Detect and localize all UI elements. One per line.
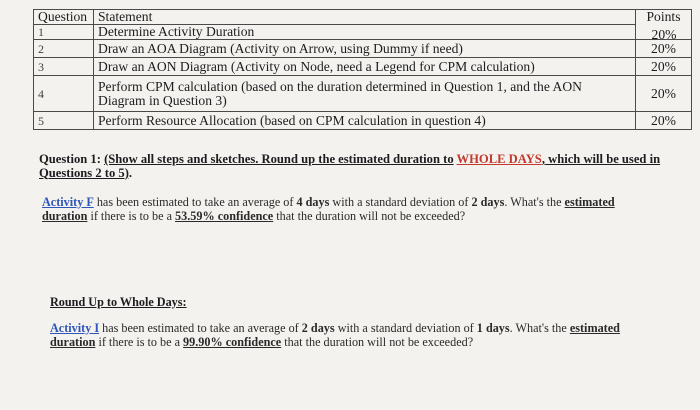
activity-f-text-4: if there is to be a bbox=[87, 208, 176, 223]
activity-f-name: Activity F bbox=[42, 195, 94, 209]
row-number: 4 bbox=[34, 76, 94, 112]
row-points: 20% bbox=[636, 76, 692, 112]
row-statement: Perform CPM calculation (based on the duration determined in Question 1, and the AON Diagram in Question 3) bbox=[94, 76, 636, 112]
activity-i-name: Activity I bbox=[50, 321, 100, 335]
row-number: 5 bbox=[34, 112, 94, 130]
assignment-table bbox=[33, 9, 692, 130]
activity-i-average: 2 days bbox=[301, 321, 335, 335]
activity-f-text-1: has been estimated to take an average of bbox=[93, 195, 297, 209]
activity-f-estimated-duration: estimated duration bbox=[42, 195, 615, 223]
round-up-heading: Round Up to Whole Days: bbox=[50, 295, 187, 309]
activity-i-text-3: . What's the bbox=[509, 321, 570, 335]
row-number: 2 bbox=[34, 40, 94, 58]
row-number: 1 bbox=[34, 25, 94, 40]
table-row bbox=[34, 25, 692, 40]
row-statement: Draw an AOA Diagram (Activity on Arrow, using Dummy if need) bbox=[94, 40, 636, 58]
header-statement: Statement bbox=[94, 10, 636, 25]
row-points: 20% bbox=[636, 40, 692, 58]
whole-days-emphasis: WHOLE DAYS bbox=[456, 152, 542, 166]
activity-i-confidence: 99.90% confidence bbox=[183, 334, 282, 349]
row-statement: Perform Resource Allocation (based on CPM calculation in question 4) bbox=[94, 112, 636, 130]
activity-f-text-5: that the duration will not be exceeded? bbox=[273, 208, 466, 223]
table-row bbox=[34, 112, 692, 130]
row-statement: Draw an AON Diagram (Activity on Node, need a Legend for CPM calculation) bbox=[94, 58, 636, 76]
activity-i-std-dev: 1 days bbox=[476, 321, 510, 335]
activity-f-confidence: 53.59% confidence bbox=[175, 208, 274, 223]
activity-i-estimated-duration: estimated duration bbox=[50, 321, 620, 349]
activity-i-text-1: has been estimated to take an average of bbox=[99, 321, 302, 335]
question-1-instruction-a: (Show all steps and sketches. Round up the estimated duration to bbox=[104, 152, 454, 166]
activity-f-average: 4 days bbox=[296, 195, 330, 209]
table-row bbox=[34, 40, 692, 58]
table-header-row bbox=[34, 10, 692, 25]
table-row bbox=[34, 76, 692, 112]
header-question: Question bbox=[34, 10, 94, 25]
question-1-heading bbox=[39, 153, 689, 180]
row-points: 20% bbox=[636, 112, 692, 130]
row-points: 20% bbox=[636, 58, 692, 76]
activity-f-question bbox=[42, 196, 642, 223]
table-row bbox=[34, 58, 692, 76]
question-1-instruction-b: , which will be used in Questions 2 to 5) bbox=[39, 152, 661, 180]
activity-f-text-3: . What's the bbox=[504, 195, 565, 209]
activity-f-std-dev: 2 days bbox=[471, 195, 505, 209]
question-1-period: . bbox=[128, 165, 133, 180]
activity-i-question bbox=[50, 322, 650, 349]
row-number: 3 bbox=[34, 58, 94, 76]
question-1-label: Question 1: bbox=[39, 152, 101, 166]
row-statement: Determine Activity Duration bbox=[94, 25, 636, 40]
row-points-1: 20% bbox=[651, 27, 677, 42]
header-points: Points bbox=[636, 10, 692, 40]
activity-i-text-2: with a standard deviation of bbox=[334, 321, 477, 335]
activity-i-text-4: if there is to be a bbox=[95, 334, 184, 349]
activity-i-text-5: that the duration will not be exceeded? bbox=[281, 334, 474, 349]
activity-f-text-2: with a standard deviation of bbox=[329, 195, 472, 209]
